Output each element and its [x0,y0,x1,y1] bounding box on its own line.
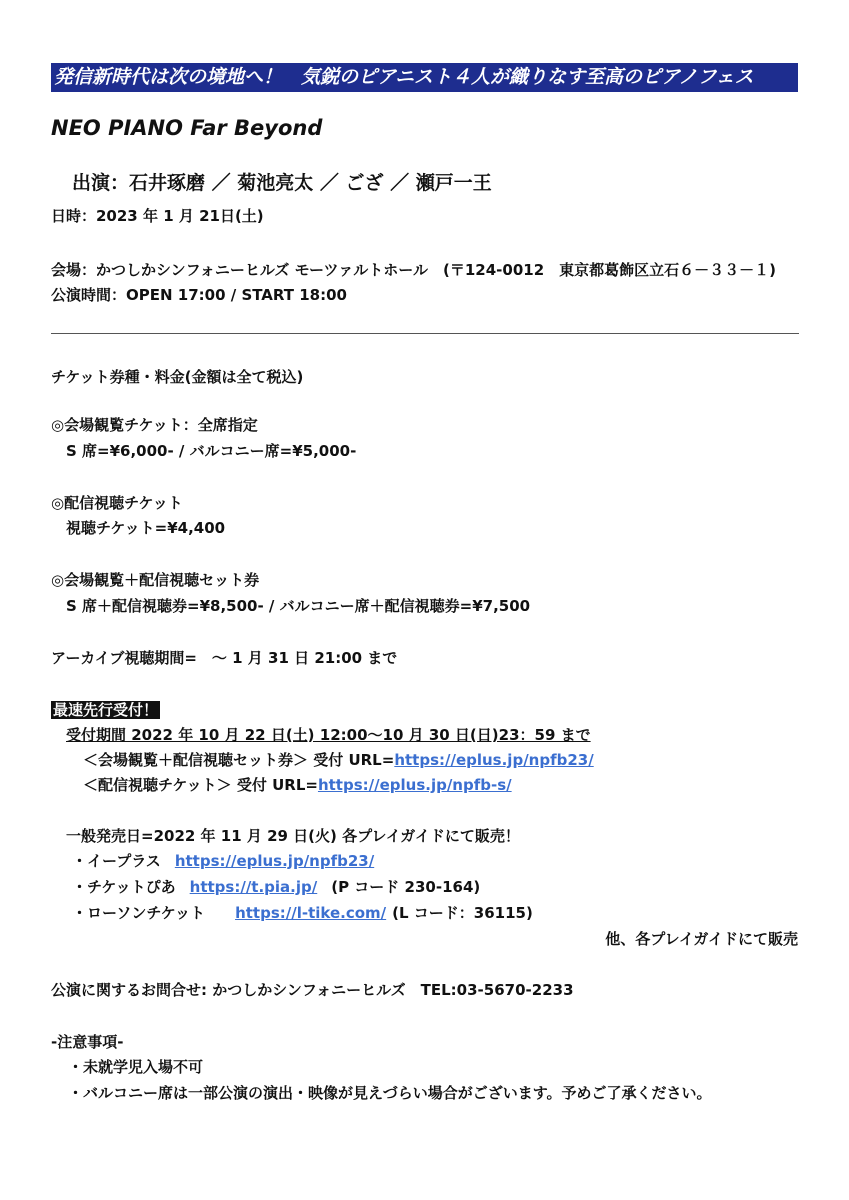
notes-item: ・バルコニー席は一部公演の演出・映像が見えづらい場合がございます。予めご了承ください。 [68,1084,712,1102]
ticket-set-prices: S 席＋配信視聴券=¥8,500- / バルコニー席＋配信視聴券=¥7,500 [66,597,531,615]
lawson-label: ・ローソンチケット [72,904,206,922]
presale-set-link[interactable]: https://eplus.jp/npfb23/ [394,751,594,769]
inquiry: 公演に関するお問合せ: かつしかシンフォニーヒルズ TEL:03-5670-2233 [51,981,574,999]
eplus-label: ・イープラス [72,852,161,870]
event-date: 日時：2023 年 1 月 21日(土) [51,207,264,225]
tickets-heading: チケット券種・料金(金額は全て税込) [51,368,304,386]
notes-heading: -注意事項- [51,1033,124,1051]
notes-item: ・未就学児入場不可 [68,1058,204,1076]
header-banner: 発信新時代は次の境地へ！ 気鋭のピアニスト４人が織りなす至高のピアノフェス [51,63,798,92]
presale-period: 受付期間 2022 年 10 月 22 日(土) 12:00～10 月 30 日(日)23：59 まで [66,726,591,744]
divider [51,333,799,334]
other-guides: 他、各プレイガイドにて販売 [605,930,798,948]
show-time: 公演時間：OPEN 17:00 / START 18:00 [51,286,347,304]
ticket-stream-price: 視聴チケット=¥4,400 [66,519,226,537]
lawson-code: (L コード：36115) [392,904,533,922]
presale-stream-label: ＜配信視聴チケット＞ 受付 URL= [83,776,318,794]
pia-code: (P コード 230-164) [331,878,481,896]
pia-link[interactable]: https://t.pia.jp/ [189,878,318,896]
pia-row [72,877,480,897]
ticket-set-heading: ◎会場観覧＋配信視聴セット券 [51,571,260,589]
eplus-link[interactable]: https://eplus.jp/npfb23/ [174,852,375,870]
presale-set-row [83,750,594,770]
presale-stream-link[interactable]: https://eplus.jp/npfb-s/ [317,776,512,794]
pia-label: ・チケットぴあ [72,878,176,896]
general-sale-heading: 一般発売日=2022 年 11 月 29 日(火) 各プレイガイドにて販売！ [66,827,520,845]
ticket-venue-prices: S 席=¥6,000- / バルコニー席=¥5,000- [66,442,357,460]
venue: 会場：かつしかシンフォニーヒルズ モーツァルトホール (〒124-0012 東京都葛飾区立石６－３３－１) [51,261,776,279]
presale-tag: 最速先行受付！ [53,701,159,719]
presale-heading [51,700,160,720]
performers: 出演：石井琢磨 ／ 菊池亮太 ／ ござ ／ 瀬戸一王 [72,172,492,194]
lawson-row [72,903,533,923]
ticket-venue-heading: ◎会場観覧チケット：全席指定 [51,416,258,434]
archive-period: アーカイブ視聴期間= ～ 1 月 31 日 21:00 まで [51,649,398,667]
page-title: NEO PIANO Far Beyond [51,116,323,140]
ticket-stream-heading: ◎配信視聴チケット [51,494,183,512]
eplus-row [72,851,374,871]
presale-set-label: ＜会場観覧＋配信視聴セット券＞ 受付 URL= [83,751,395,769]
presale-stream-row [83,775,512,795]
lawson-link[interactable]: https://l-tike.com/ [235,904,387,922]
